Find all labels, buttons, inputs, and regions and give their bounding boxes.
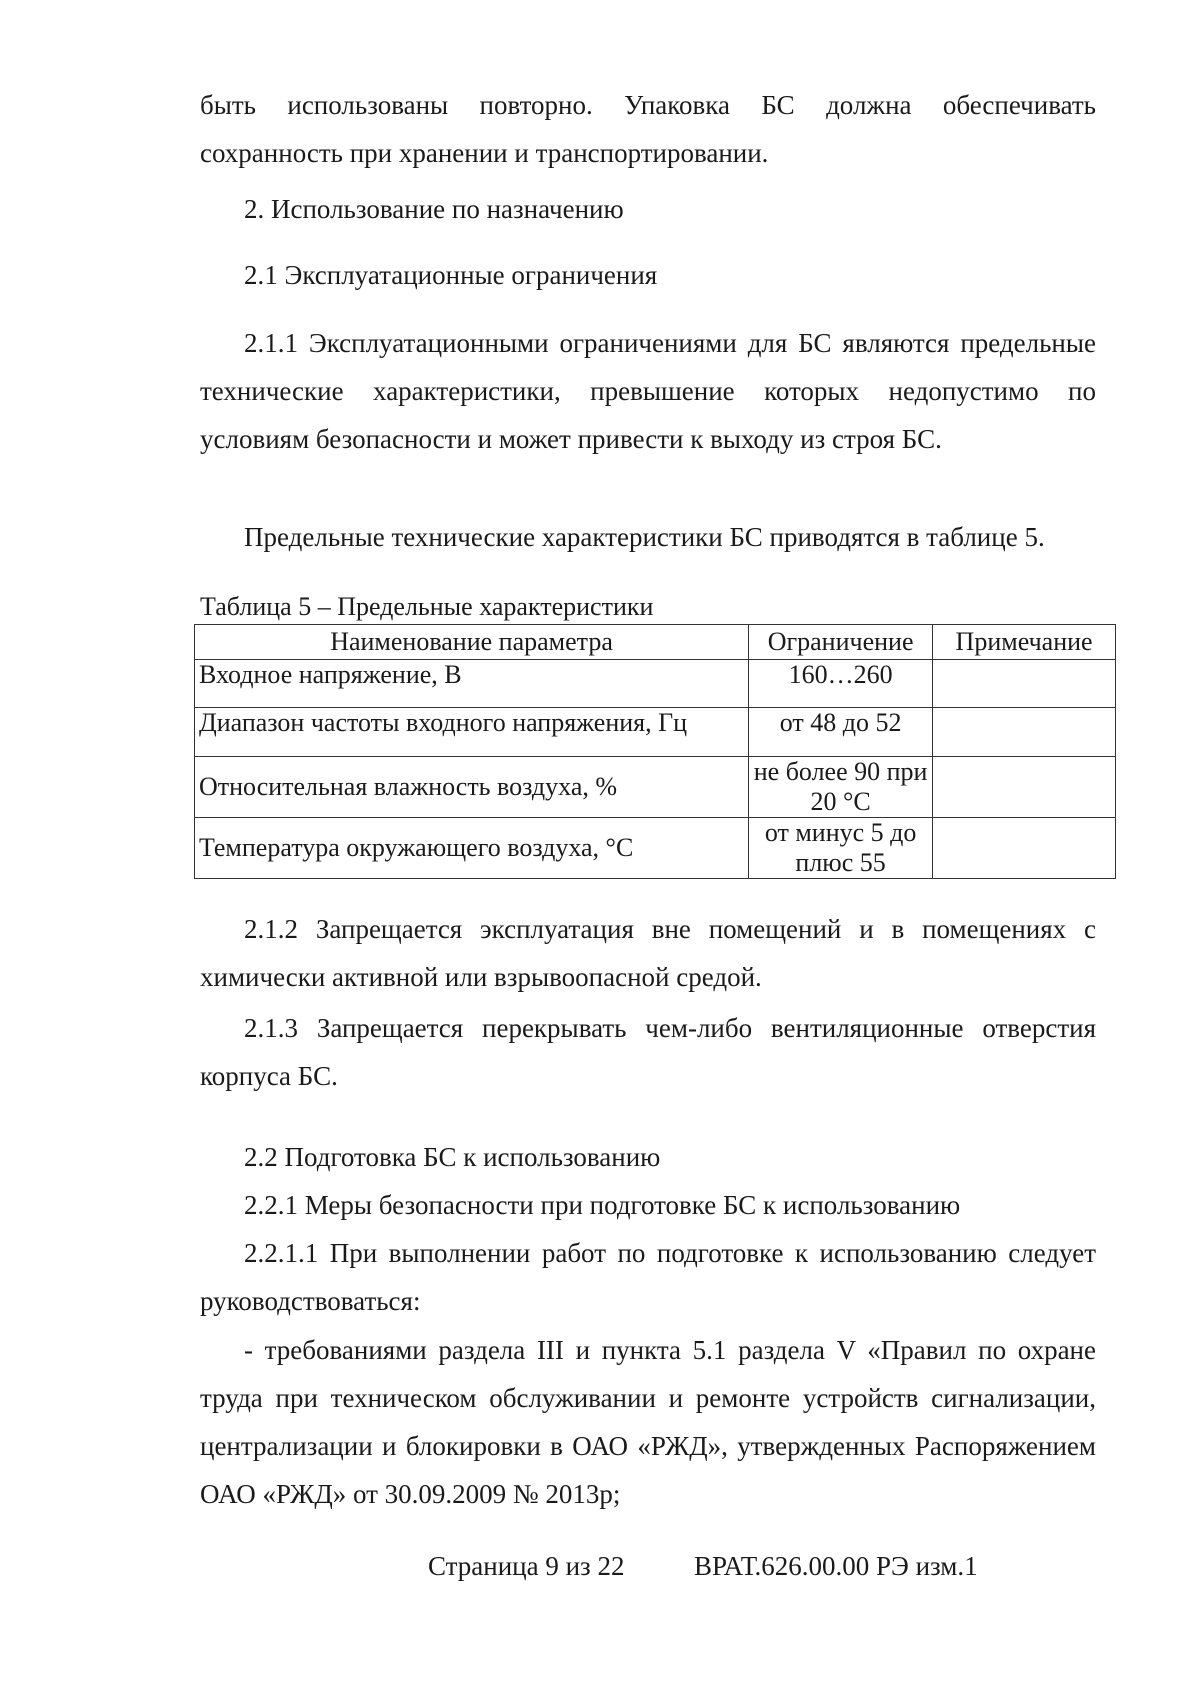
cell-parameter: Температура окружающего воздуха, °С (195, 818, 749, 879)
limits-table (194, 624, 1116, 879)
header-note: Примечание (933, 625, 1116, 660)
footer-document-code: ВРАТ.626.00.00 РЭ изм.1 (694, 1551, 978, 1581)
cell-parameter: Входное напряжение, В (195, 660, 749, 708)
section-heading-2: 2. Использование по назначению (244, 194, 624, 224)
cell-note (933, 660, 1116, 708)
paragraph-table-reference: Предельные технические характеристики БС приводятся в таблице 5. (244, 522, 1045, 552)
table-row (195, 660, 1116, 708)
table-row (195, 818, 1116, 879)
table-header-row (195, 625, 1116, 660)
cell-note (933, 757, 1116, 818)
cell-note (933, 708, 1116, 757)
paragraph-packaging: быть использованы повторно. Упаковка БС должна обеспечивать сохранность при хранении и транспортировании. (200, 90, 1096, 168)
table-row (195, 708, 1116, 757)
cell-limit: от 48 до 52 (749, 708, 933, 757)
paragraph-2-1-2: 2.1.2 Запрещается эксплуатация вне помещений и в помещениях с химически активной или взрывоопасной средой. (200, 914, 1096, 992)
header-limit: Ограничение (749, 625, 933, 660)
cell-limit: от минус 5 до плюс 55 (749, 818, 933, 879)
section-heading-2-2: 2.2 Подготовка БС к использованию (244, 1142, 661, 1172)
table-caption: Таблица 5 – Предельные характеристики (200, 592, 654, 621)
paragraph-2-2-1-1: 2.2.1.1 При выполнении работ по подготовке к использованию следует руководствоваться: (200, 1238, 1096, 1316)
table-row (195, 757, 1116, 818)
cell-parameter: Диапазон частоты входного напряжения, Гц (195, 708, 749, 757)
cell-limit: не более 90 при 20 °С (749, 757, 933, 818)
cell-note (933, 818, 1116, 879)
cell-parameter: Относительная влажность воздуха, % (195, 757, 749, 818)
section-heading-2-2-1: 2.2.1 Меры безопасности при подготовке БС к использованию (244, 1190, 961, 1220)
header-parameter: Наименование параметра (195, 625, 749, 660)
paragraph-2-1-1: 2.1.1 Эксплуатационными ограничениями для БС являются предельные технические характеристики, превышение которых недопустимо по условиям безопасности и может привести к выходу из строя БС. (200, 328, 1096, 454)
paragraph-requirements: - требованиями раздела III и пункта 5.1 раздела V «Правил по охране труда при техническом обслуживании и ремонте устройств сигнализации, централизации и блокировки в ОАО «РЖД», утвержденных Распоряжением ОАО «РЖД» от 30.09.2009 № 2013р; (200, 1335, 1096, 1509)
paragraph-2-1-3: 2.1.3 Запрещается перекрывать чем-либо вентиляционные отверстия корпуса БС. (200, 1013, 1096, 1091)
footer-page-number: Страница 9 из 22 (428, 1551, 625, 1581)
cell-limit: 160…260 (749, 660, 933, 708)
section-heading-2-1: 2.1 Эксплуатационные ограничения (244, 260, 658, 290)
